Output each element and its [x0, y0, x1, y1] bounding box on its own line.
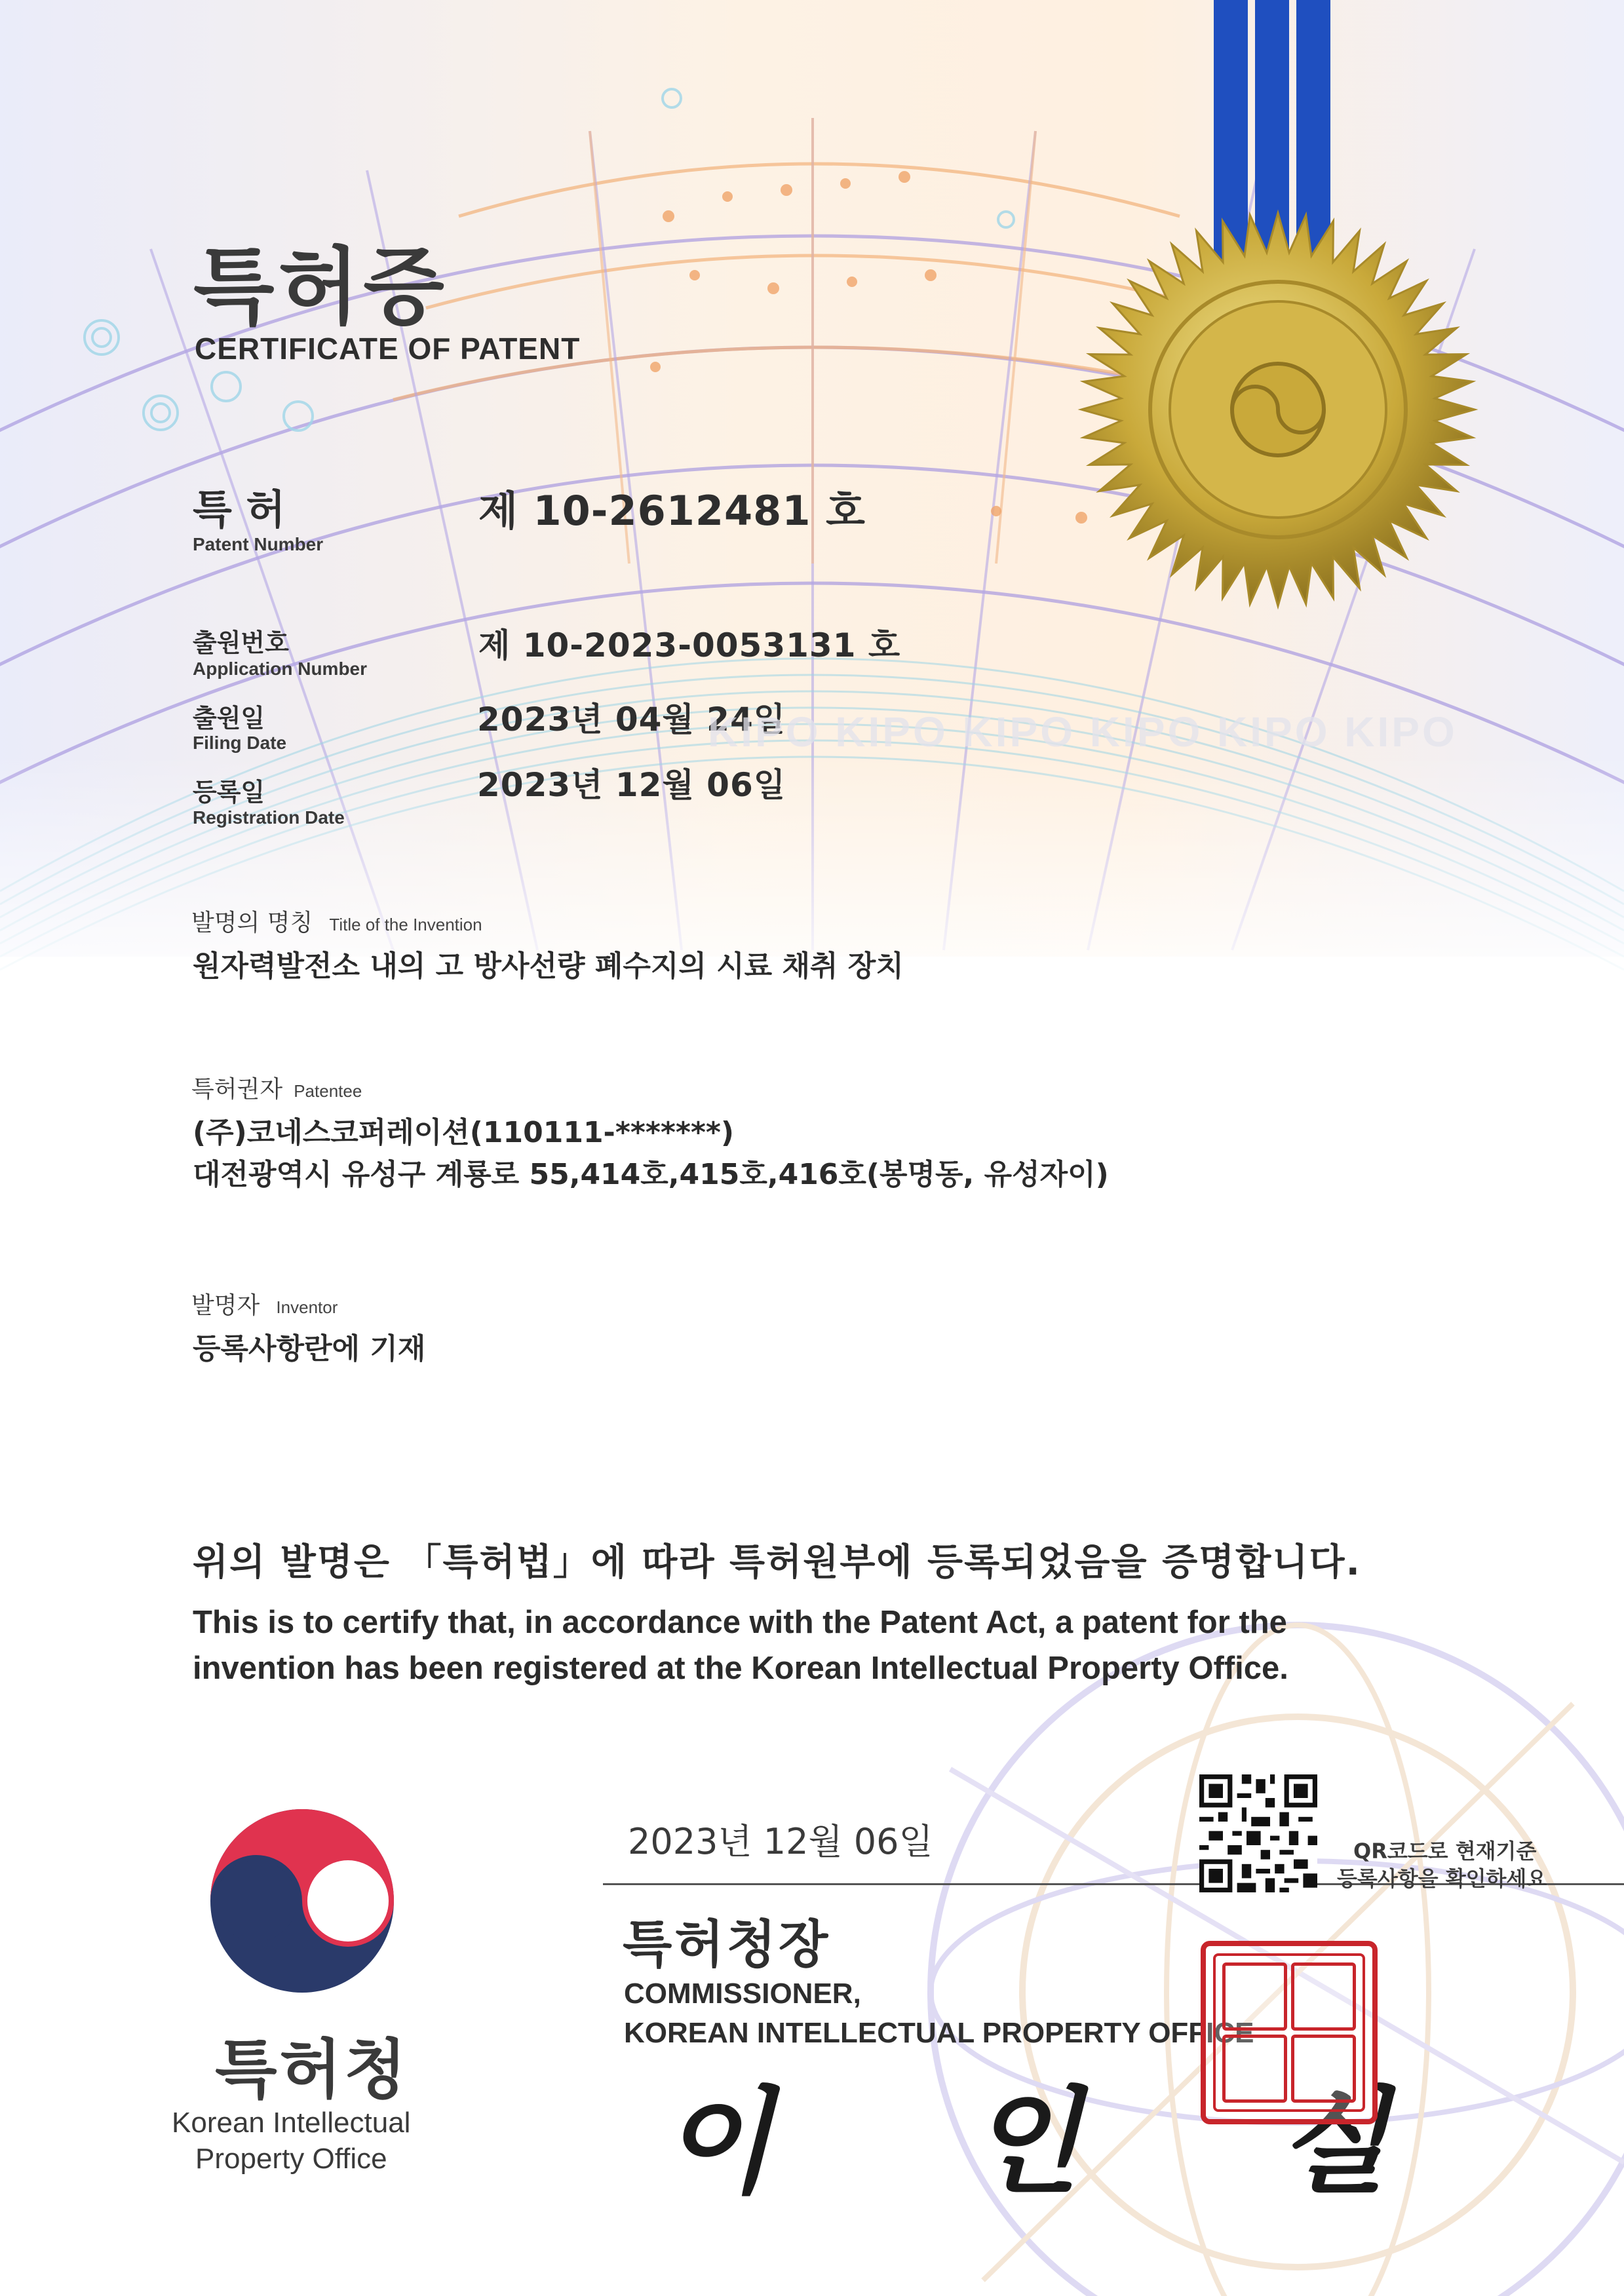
invention-label [191, 904, 482, 938]
registration-date-label-ko: 등록일 [193, 778, 265, 807]
patentee-address: 대전광역시 유성구 계룡로 55,414호,415호,416호(봉명동, 유성자이) [193, 1158, 1109, 1191]
invention-title-value: 원자력발전소 내의 고 방사선량 폐수지의 시료 채취 장치 [193, 949, 904, 983]
commissioner-signature: 이 인 실 [662, 2075, 1468, 2210]
qr-note-line1: QR코드로 현재기준 [1353, 1839, 1537, 1864]
patentee-label-ko: 특허권자 [191, 1076, 283, 1103]
qr-note-line2: 등록사항을 확인하세요 [1337, 1866, 1547, 1891]
commissioner-title-en-line2: KOREAN INTELLECTUAL PROPERTY OFFICE [624, 2017, 1254, 2049]
inventor-label [191, 1287, 338, 1320]
patentee-label [191, 1071, 362, 1104]
certificate-title-en: CERTIFICATE OF PATENT [195, 332, 581, 366]
patent-number-value: 제 10-2612481 호 [478, 487, 866, 535]
office-name-en-line1: Korean Intellectual [172, 2107, 411, 2139]
official-red-seal-icon [1201, 1941, 1378, 2124]
filing-date-label-ko: 출원일 [193, 704, 265, 733]
inventor-label-en: Inventor [276, 1297, 338, 1317]
invention-label-ko: 발명의 명칭 [191, 909, 313, 936]
kipo-taeguk-logo-icon [208, 1807, 396, 1995]
invention-label-en: Title of the Invention [329, 915, 482, 934]
application-number-value: 제 10-2023-0053131 호 [478, 626, 901, 664]
office-name-en-line2: Property Office [195, 2143, 387, 2175]
application-number-label-ko: 출원번호 [193, 628, 289, 657]
certification-text-en-line1: This is to certify that, in accordance with the Patent Act, a patent for the [193, 1605, 1287, 1640]
patent-number-label-ko: 특 허 [193, 486, 286, 533]
certificate-title-ko: 특허증 [193, 239, 448, 336]
application-number-label-en: Application Number [193, 659, 368, 679]
patentee-label-en: Patentee [294, 1081, 362, 1101]
certification-text-ko: 위의 발명은 「특허법」에 따라 특허원부에 등록되었음을 증명합니다. [193, 1541, 1361, 1584]
certification-text-en-line2: invention has been registered at the Korean Intellectual Property Office. [193, 1651, 1288, 1686]
inventor-value: 등록사항란에 기재 [193, 1332, 426, 1366]
patentee-name: (주)코네스코퍼레이션(110111-*******) [193, 1116, 734, 1149]
issue-date: 2023년 12월 06일 [628, 1821, 933, 1862]
filing-date-value: 2023년 04월 24일 [477, 700, 786, 738]
kipo-watermark: KIPO KIPO KIPO KIPO KIPO KIPO [708, 708, 1458, 756]
commissioner-title-ko: 특허청장 [623, 1915, 831, 1974]
registration-date-value: 2023년 12월 06일 [477, 766, 786, 804]
qr-code-icon[interactable] [1199, 1774, 1317, 1892]
office-name-ko: 특허청 [215, 2033, 410, 2107]
filing-date-label-en: Filing Date [193, 733, 287, 753]
patent-number-label-en: Patent Number [193, 534, 324, 554]
registration-date-label-en: Registration Date [193, 807, 345, 828]
inventor-label-ko: 발명자 [191, 1292, 260, 1319]
commissioner-title-en-line1: COMMISSIONER, [624, 1978, 861, 2010]
